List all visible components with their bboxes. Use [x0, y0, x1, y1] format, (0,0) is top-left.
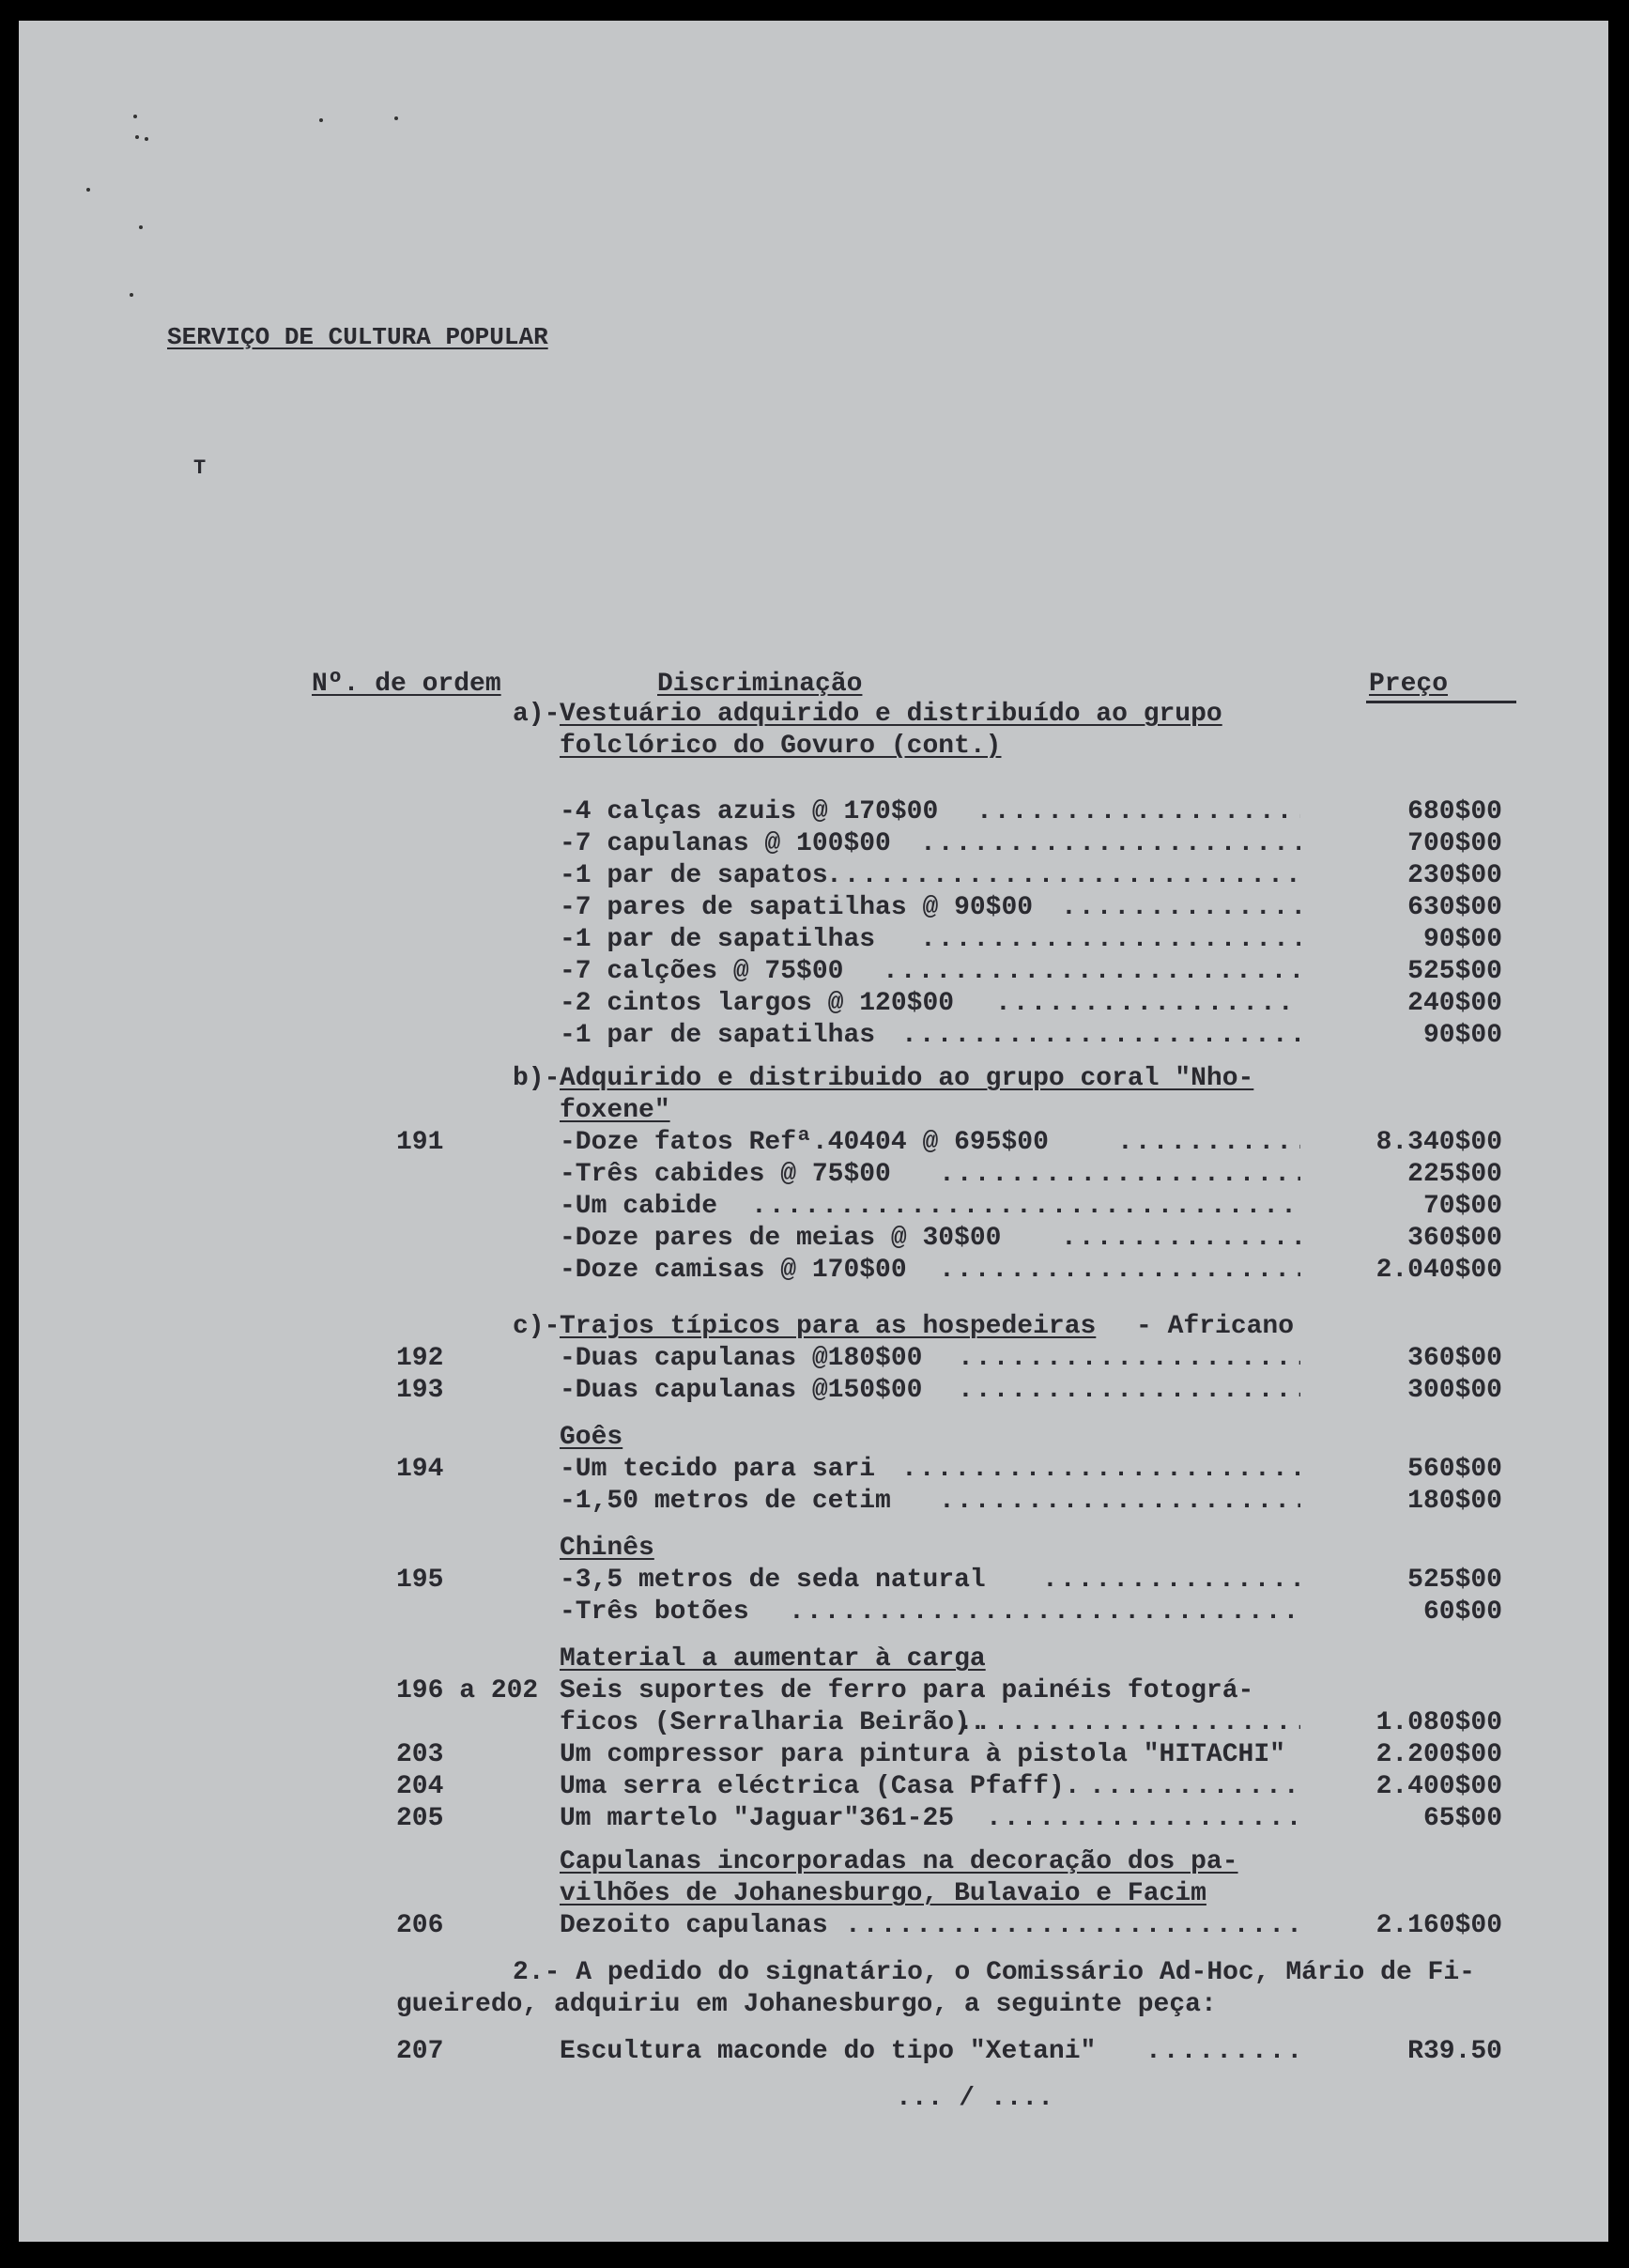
order-number: 195: [396, 1566, 444, 1595]
section-b-title: Adquirido e distribuido ao grupo coral "Nho-: [560, 1064, 1254, 1093]
item-description: -Doze fatos Refª.40404 @ 695$00: [560, 1128, 1049, 1157]
item-description: Um compressor para pintura à pistola "HITACHI": [560, 1740, 1285, 1769]
item-price: 630$00: [1407, 893, 1502, 922]
leader-dots: [901, 1454, 1300, 1486]
leader-dots: [845, 1910, 1300, 1942]
item-description: -2 cintos largos @ 120$00: [560, 989, 955, 1018]
item-description: -Duas capulanas @150$00: [560, 1376, 923, 1405]
item-price: 1.080$00: [1375, 1708, 1502, 1737]
column-header-price: Preço: [1369, 670, 1449, 699]
capulanas-section-title: Capulanas incorporadas na decoração dos pa-: [560, 1847, 1238, 1876]
section-a-title: Vestuário adquirido e distribuído ao grupo: [560, 700, 1222, 729]
order-number: 205: [396, 1804, 444, 1833]
leader-dots: [920, 828, 1300, 860]
section-c-subtitle: - Africano: [1136, 1312, 1295, 1341]
item-price: 2.400$00: [1375, 1772, 1502, 1801]
section-a-marker: a)-: [513, 700, 561, 729]
item-price: 70$00: [1422, 1192, 1502, 1221]
order-number: 194: [396, 1455, 444, 1484]
subgroup-title: Chinês: [560, 1534, 654, 1563]
order-number: 207: [396, 2037, 444, 2066]
order-number: 203: [396, 1740, 444, 1769]
item-price: 8.340$00: [1375, 1128, 1502, 1157]
column-header-order: Nº. de ordem: [312, 670, 501, 699]
item-price: 525$00: [1407, 957, 1502, 986]
leader-dots: [958, 1707, 1300, 1739]
document-header: SERVIÇO DE CULTURA POPULAR: [167, 323, 548, 351]
order-number: 193: [396, 1376, 444, 1405]
item-description: -Três cabides @ 75$00: [560, 1160, 891, 1189]
item-price: 65$00: [1422, 1804, 1502, 1833]
leader-dots: [1117, 1127, 1300, 1159]
paragraph-line-cont: gueiredo, adquiriu em Johanesburgo, a seguinte peça:: [396, 1990, 1217, 2019]
leader-dots: [958, 1343, 1300, 1375]
subgroup-title: Goês: [560, 1423, 623, 1452]
item-price: 2.040$00: [1375, 1256, 1502, 1285]
item-description: -Doze camisas @ 170$00: [560, 1256, 907, 1285]
item-description: Seis suportes de ferro para painéis fotográ-: [560, 1676, 1254, 1705]
order-number: 191: [396, 1128, 444, 1157]
leader-dots: [976, 796, 1300, 828]
leader-dots: [789, 1597, 1300, 1628]
leader-dots: [751, 1191, 1300, 1223]
leader-dots: [901, 1020, 1300, 1052]
leader-dots: [958, 1375, 1300, 1407]
item-price: 360$00: [1407, 1224, 1502, 1253]
order-number: 196 a 202: [396, 1676, 539, 1705]
item-price: 2.200$00: [1375, 1740, 1502, 1769]
item-description: -Um cabide: [560, 1192, 718, 1221]
item-price: 2.160$00: [1375, 1911, 1502, 1940]
leader-dots: [1042, 1565, 1300, 1597]
item-price: 60$00: [1422, 1597, 1502, 1627]
price-header-rule: [1366, 701, 1516, 703]
item-price: 360$00: [1407, 1344, 1502, 1373]
item-description: Um martelo "Jaguar"361-25: [560, 1804, 955, 1833]
section-a-title-cont: folclórico do Govuro (cont.): [560, 732, 1002, 761]
leader-dots: [939, 1159, 1300, 1191]
section-c-title: Trajos típicos para as hospedeiras: [560, 1312, 1097, 1341]
item-price: 560$00: [1407, 1455, 1502, 1484]
document-page: [19, 21, 1608, 2242]
item-description: -Um tecido para sari: [560, 1455, 876, 1484]
item-price: 525$00: [1407, 1566, 1502, 1595]
item-price: 90$00: [1422, 925, 1502, 954]
item-description: -1,50 metros de cetim: [560, 1487, 891, 1516]
leader-dots: [995, 988, 1300, 1020]
item-price: 180$00: [1407, 1487, 1502, 1516]
item-description: -1 par de sapatos: [560, 861, 828, 890]
item-description: -3,5 metros de seda natural: [560, 1566, 986, 1595]
leader-dots: [939, 1486, 1300, 1518]
order-number: 204: [396, 1772, 444, 1801]
section-b-title-cont: foxene": [560, 1096, 670, 1125]
item-description: -4 calças azuis @ 170$00: [560, 797, 939, 826]
section-c-marker: c)-: [513, 1312, 561, 1341]
item-description: Uma serra eléctrica (Casa Pfaff).: [560, 1772, 1081, 1801]
leader-dots: [1061, 1223, 1300, 1255]
leader-dots: [939, 1255, 1300, 1287]
section-b-marker: b)-: [513, 1064, 561, 1093]
item-description: -Três botões: [560, 1597, 749, 1627]
item-description: -1 par de sapatilhas: [560, 925, 876, 954]
order-number: 206: [396, 1911, 444, 1940]
item-price: 90$00: [1422, 1021, 1502, 1050]
item-description: -Duas capulanas @180$00: [560, 1344, 923, 1373]
leader-dots: [1061, 892, 1300, 924]
item-price: 240$00: [1407, 989, 1502, 1018]
capulanas-section-title-cont: vilhões de Johanesburgo, Bulavaio e Facim: [560, 1879, 1206, 1908]
leader-dots: [1089, 1771, 1300, 1803]
item-price: R39.50: [1407, 2037, 1502, 2066]
item-description: -7 calções @ 75$00: [560, 957, 844, 986]
item-description: -1 par de sapatilhas: [560, 1021, 876, 1050]
item-description: -7 capulanas @ 100$00: [560, 829, 891, 858]
item-description: Escultura maconde do tipo "Xetani": [560, 2037, 1097, 2066]
item-description: Dezoito capulanas: [560, 1911, 828, 1940]
paragraph-line: 2.- A pedido do signatário, o Comissário Ad-Hoc, Mário de Fi-: [513, 1958, 1475, 1987]
leader-dots: [826, 860, 1300, 892]
item-price: 225$00: [1407, 1160, 1502, 1189]
column-header-description: Discriminação: [657, 670, 863, 699]
item-price: 230$00: [1407, 861, 1502, 890]
material-section-title: Material a aumentar à carga: [560, 1644, 986, 1674]
continuation-mark: ... / ....: [896, 2084, 1054, 2113]
item-description: -7 pares de sapatilhas @ 90$00: [560, 893, 1034, 922]
order-number: 192: [396, 1344, 444, 1373]
item-price: 300$00: [1407, 1376, 1502, 1405]
leader-dots: [920, 924, 1300, 956]
leader-dots: [986, 1803, 1300, 1835]
specks: [133, 115, 137, 118]
leader-dots: [1145, 2036, 1300, 2068]
item-description-cont: ficos (Serralharia Beirão).: [560, 1708, 986, 1737]
stray-mark: T: [193, 456, 207, 480]
item-description: -Doze pares de meias @ 30$00: [560, 1224, 1002, 1253]
item-price: 680$00: [1407, 797, 1502, 826]
item-price: 700$00: [1407, 829, 1502, 858]
leader-dots: [883, 956, 1300, 988]
